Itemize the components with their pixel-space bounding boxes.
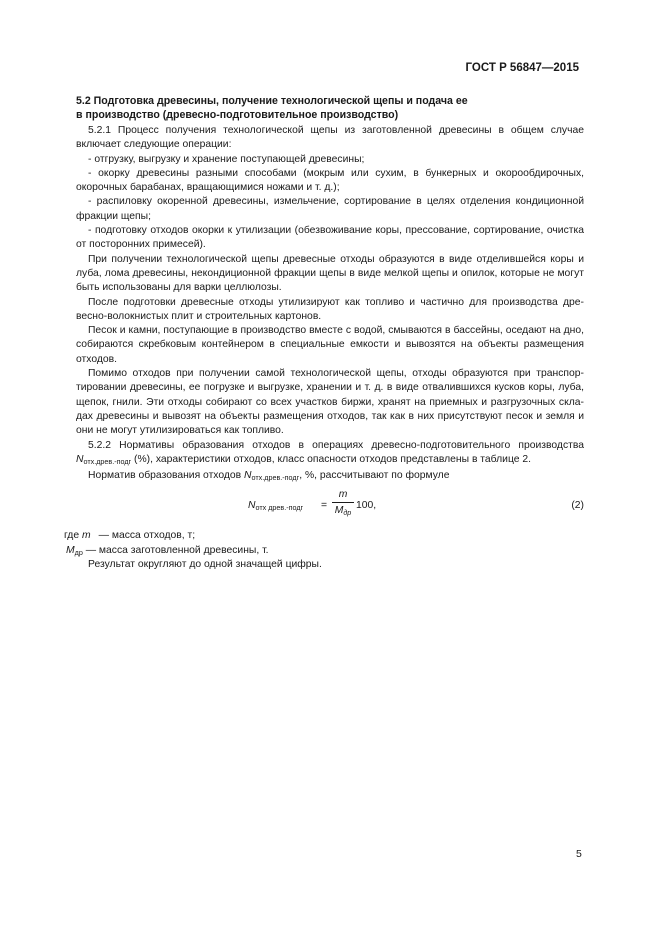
- where-line-1: [64, 529, 584, 543]
- where-variable-m-subscript: др: [74, 547, 83, 557]
- formula-coefficient: 100,: [356, 500, 377, 512]
- where-variable-m: m: [82, 530, 91, 542]
- formula-lhs-subscript: отх древ.-подг: [255, 503, 304, 513]
- p7-text-start: Норматив образования отходов: [88, 470, 245, 482]
- paragraph-sand-stones: Песок и камни, поступающие в производство вместе с водой, смываются в бассейны, оседают на дно, собираются скребковым контейнером в специальные емкости и вывозятся на объекты размещения отходов.: [76, 325, 584, 365]
- paragraph-waste-utilization: После подготовки древесные отходы утилизируют как топливо и частично для производства древесно-волокнистых плит и строительных картонов.: [76, 296, 584, 322]
- document-id: ГОСТ Р 56847—2015: [465, 62, 579, 74]
- list-item-sawing: - распиловку окоренной древесины, измельчение, сортирование в целях отделения кондиционной фракции щепы;: [76, 196, 584, 222]
- formula-numerator: m: [338, 489, 348, 501]
- where-line-2: [66, 544, 584, 558]
- list-item-unloading: - отгрузку, выгрузку и хранение поступающей древесины;: [88, 153, 365, 165]
- paragraph-waste-formation: При получении технологической щепы древесные отходы образуются в виде отделившейся коры и луба, лома древесины, некондиционной фракции щепы в виде мелкой щепы и опилок, которые не могут быть использованы для варки целлюлозы.: [76, 253, 584, 294]
- p6-variable-n: N: [76, 453, 84, 465]
- paragraph-formula-intro: [76, 469, 584, 485]
- paragraph-5-2-2: [76, 439, 584, 470]
- paragraph-transport-waste: Помимо отходов при получении самой технологической щепы, отходы образуются при транспортировании древесины, ее погрузке и выгрузке, хранении и т. д. в виде отвалившихся кусков коры, луба, щепок, гнили. Эти отходы собирают со всех участков биржи, хранят на приемных и разгрузочных складах древесины и вывозят на объекты размещения отходов, так как в них присутствуют песок и земля и они не могут утилизироваться как топливо.: [76, 368, 584, 437]
- page-number: 5: [576, 848, 582, 860]
- p6-text-start: 5.2.2 Нормативы образования отходов в операциях древесно-подготовительного производства: [88, 439, 584, 451]
- paragraph-rounding: Результат округляют до одной значащей цифры.: [88, 559, 322, 571]
- p7-variable-n: N: [244, 470, 252, 482]
- document-body: [64, 124, 584, 572]
- formula-fraction: [332, 488, 354, 519]
- paragraph-5-2-1: 5.2.1 Процесс получения технологической щепы из заготовленной древесины в общем случае включает следующие операции:: [76, 125, 584, 151]
- where-definition-m: — масса отходов, т;: [90, 530, 196, 542]
- section-heading-line-2: в производство (древесно-подготовительное производство): [76, 109, 399, 121]
- where-definition-m-dr: — масса заготовленной древесины, т.: [82, 544, 269, 556]
- formula-denominator-subscript: др: [343, 508, 352, 518]
- where-variable-m-dr: [66, 544, 269, 560]
- p7-text-end: , %, рассчитывают по формуле: [299, 470, 450, 482]
- formula-number: (2): [571, 500, 584, 512]
- list-item-debarking: - окорку древесины разными способами (мокрым или сухим, в бункерных и окорообдирочных, окорочных барабанах, вращающимися ножами и т. д.);: [76, 167, 584, 194]
- p6-variable-subscript: отх.древ.-подг: [83, 456, 132, 466]
- section-heading-line-1: 5.2 Подготовка древесины, получение технологической щепы и подача ее: [76, 95, 468, 107]
- section-heading: [76, 94, 586, 122]
- p6-text-end: (%), характеристики отходов, класс опасности отходов представлены в таблице 2.: [131, 453, 532, 465]
- formula-lhs-n: N: [248, 500, 256, 512]
- formula-equals: =: [321, 500, 328, 512]
- formula-denominator-m: M: [334, 505, 344, 517]
- formula-lhs: [248, 499, 303, 515]
- where-variable-m-letter: M: [66, 544, 75, 556]
- list-item-bark-preparation: - подготовку отходов окорки к утилизации (обезвоживание коры, прессование, сортирование, очистка от посторонних примесей).: [76, 225, 584, 251]
- formula-denominator: [332, 504, 354, 519]
- where-prefix: где: [64, 530, 82, 542]
- formula-2: [76, 488, 584, 528]
- formula-fraction-bar: [332, 502, 354, 503]
- p7-variable-subscript: отх.древ.-подг: [251, 473, 300, 483]
